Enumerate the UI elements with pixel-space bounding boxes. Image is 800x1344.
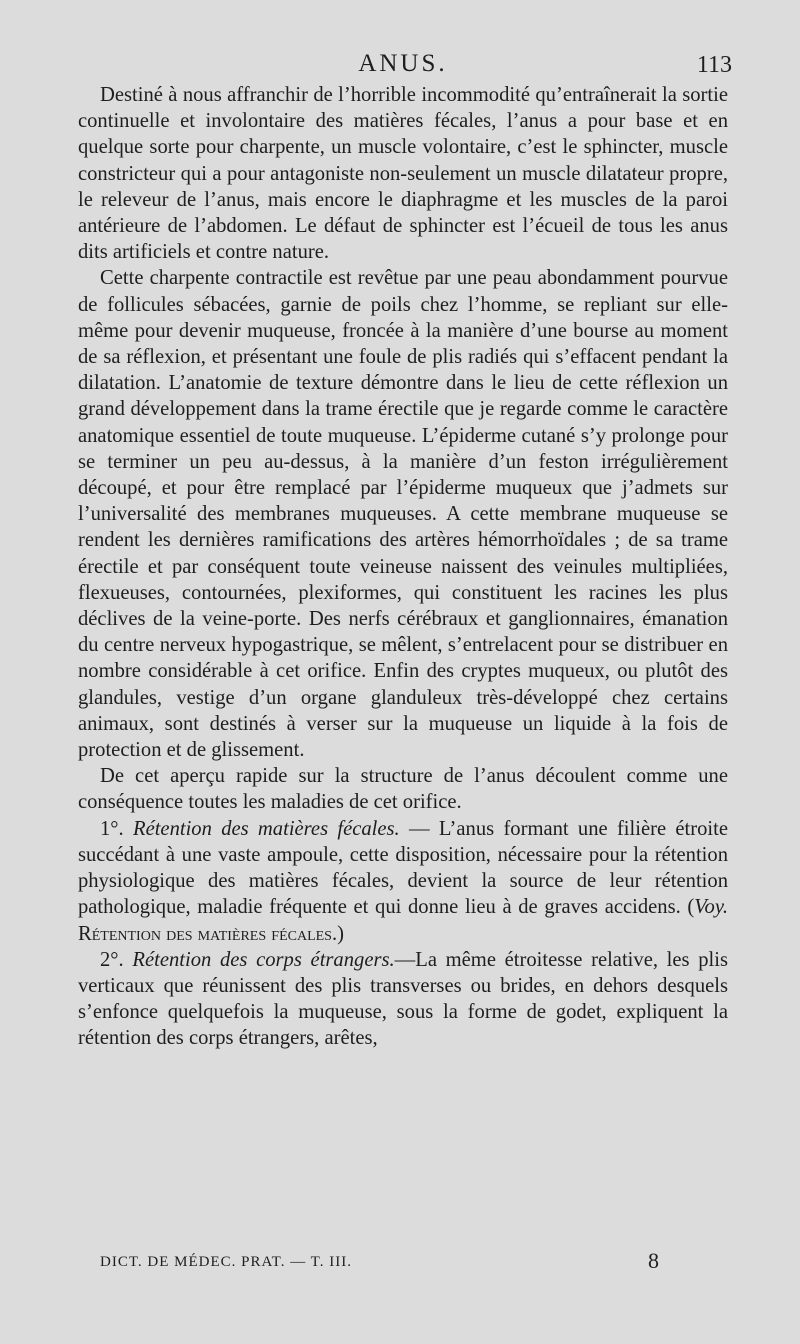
paragraph-mucous-membrane — [78, 265, 728, 763]
paragraph-text-end: .) — [331, 922, 344, 945]
cross-reference-target: Rétention des matières fécales — [78, 922, 332, 945]
cross-reference-voy: Voy. — [694, 896, 728, 919]
paragraph-text: Destiné à nous affranchir de l’horrible incommodité qu’entraînerait la sortie continuelle et involontaire des matières fécales, l’anus a pour base et en quelque sorte pour charpente, un muscle volontaire, c’est le sphincter, muscle constricteur qui a pour antagoniste non-seulement un muscle dilatateur propre, le releveur de l’anus, mais encore le diaphragme et les muscles de la paroi antérieure de l’abdomen. Le défaut de sphincter est l’écueil de tous les anus dits artificiels et contre nature. — [78, 84, 728, 264]
footer-imprint: DICT. DE MÉDEC. PRAT. — T. III. — [100, 1254, 352, 1270]
signature-mark: 8 — [648, 1248, 660, 1273]
page-header — [78, 50, 732, 84]
paragraph-consequence — [78, 763, 728, 815]
paragraph-text: —La même étroitesse relative, les plis verticaux que réunissent des plis transverses ou brides, en dehors desquels s’enfonce quelquefois la muqueuse, sous la forme de godet, expliquent la rétention des corps étrangers, arêtes, — [78, 948, 728, 1050]
page-footer — [100, 1248, 660, 1280]
section-title: Rétention des matières fécales. — [132, 817, 400, 840]
section-number: 2°. — [100, 948, 124, 971]
paragraph-retention-fecal — [78, 816, 728, 947]
page-number: 113 — [696, 52, 732, 78]
section-title: Rétention des corps étrangers. — [132, 948, 395, 971]
running-title: ANUS. — [358, 50, 448, 77]
paragraph-retention-foreign-bodies — [78, 947, 728, 1052]
paragraph-sphincter — [78, 82, 728, 265]
paragraph-text: De cet aperçu rapide sur la structure de l’anus découlent comme une conséquence toutes les maladies de cet orifice. — [78, 765, 728, 814]
section-number: 1°. — [100, 817, 124, 840]
paragraph-text: — L’anus formant une filière étroite succédant à une vaste ampoule, cette disposition, nécessaire pour la rétention physiologique des matières fécales, devient la source de leur rétention pathologique, maladie fréquente et qui donne lieu à de graves accidens. ( — [78, 817, 729, 919]
page-body — [78, 82, 728, 1052]
paragraph-text: Cette charpente contractile est revêtue par une peau abondamment pourvue de follicules sébacées, garnie de poils chez l’homme, se repliant sur elle-même pour devenir muqueuse, froncée à la manière d’une bourse au moment de sa réflexion, et présentant une foule de plis radiés qui s’effacent pendant la dilatation. L’anatomie de texture démontre dans le lieu de cette réflexion un grand développement dans la trame érectile que je regarde comme le caractère anatomique essentiel de toute muqueuse. L’épiderme cutané s’y prolonge pour se terminer un peu au-dessus, à la manière d’un feston irrégulièrement découpé, et pour être remplacé par l’épiderme muqueux que j’admets sur l’universalité des membranes muqueuses. A cette membrane muqueuse se rendent les dernières ramifications des artères hémorrhoïdales ; de sa trame érectile et par conséquent toute veineuse naissent des veinules multipliées, flexueuses, contournées, plexiformes, qui constituent les racines les plus déclives de la veine-porte. Des nerfs cérébraux et ganglionnaires, émanation du centre nerveux hypogastrique, se mêlent, s’entrelacent pour se distribuer en nombre considérable à cet orifice. Enfin des cryptes muqueux, ou plutôt des glandules, vestige d’un organe glanduleux très-développé chez certains animaux, sont destinés à verser sur la muqueuse un liquide à la fois de protection et de glissement. — [78, 267, 728, 762]
